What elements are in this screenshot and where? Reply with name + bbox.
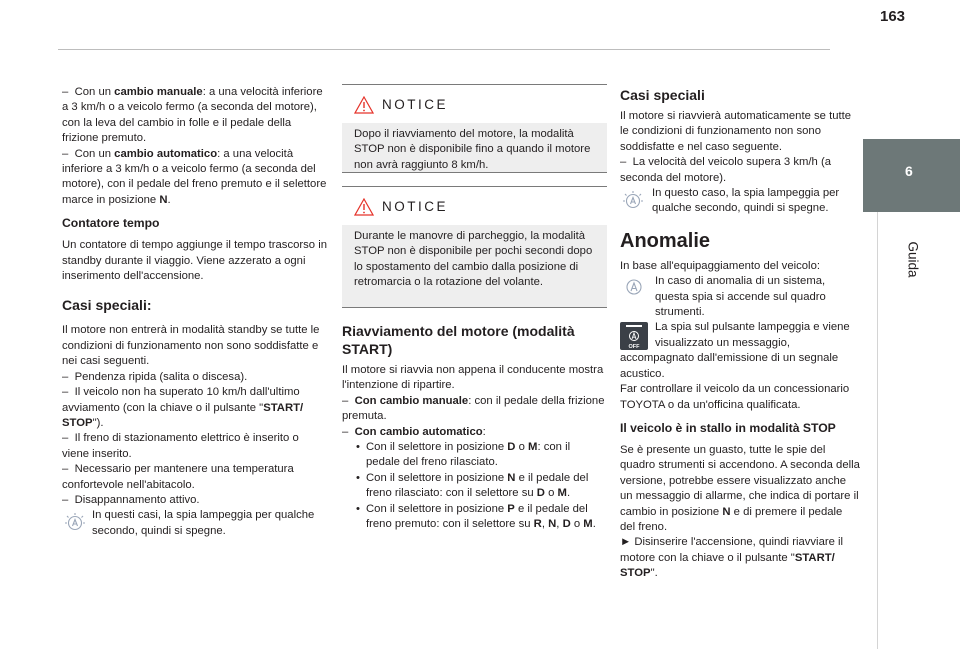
side-rule [877, 212, 878, 649]
column-3 [620, 86, 860, 582]
heading-contatore: Contatore tempo [62, 216, 160, 231]
column-1 [62, 85, 327, 539]
riavv-intro: Il motore si riavvia non appena il conducente mostra l'intenzione di ripartire. [342, 364, 604, 392]
header-rule [58, 49, 830, 50]
chapter-title-wrap [898, 241, 928, 278]
column-2-text [342, 322, 607, 532]
anomalie-icon-row-1 [620, 274, 860, 320]
casi-icon-row [62, 508, 327, 539]
anomalie-cont: accompagnato dall'emissione di un segnale acustico. [620, 352, 839, 380]
stop-start-fault-icon [622, 275, 646, 304]
casi3-icon-text: In questo caso, la spia lampeggia per qualche secondo, quindi si spegne. [652, 187, 840, 215]
contatore-text: Un contatore di tempo aggiunge il tempo trascorso in standby durante il viaggio. Viene azzerato a ogni inserimento dell'accensione. [62, 239, 327, 283]
notice-title-1: NOTICE [382, 97, 449, 112]
notice-box-1 [342, 84, 607, 173]
heading-stallo: Il veicolo è in stallo in modalità STOP [620, 420, 836, 435]
casi-intro: Il motore non entrerà in modalità standby se tutte le condizioni di funzionamento non sono soddisfatte e nei casi seguenti. [62, 324, 320, 368]
heading-anomalie: Anomalie [620, 229, 711, 252]
casi3-item-1: – La velocità del veicolo supera 3 km/h (a seconda del motore). [620, 156, 832, 184]
auto-bullets [342, 440, 607, 532]
heading-riavviamento: Riavviamento del motore (modalità START) [342, 323, 575, 357]
auto-bullet-1: • Con il selettore in posizione D o M: con il pedale del freno rilasciato. [354, 440, 607, 471]
warning-triangle-icon [354, 198, 374, 216]
casi-item-1: – Pendenza ripida (salita o discesa). [62, 370, 248, 383]
chapter-number: 6 [905, 163, 913, 179]
anomalie-icon2-text: La spia sul pulsante lampeggia e viene visualizzato un messaggio, [655, 321, 850, 349]
off-label: OFF [628, 344, 640, 351]
notice-box-2 [342, 186, 607, 308]
chapter-tab [863, 139, 960, 212]
stop-start-flashing-icon [620, 187, 646, 218]
anomalie-dealer: Far controllare il veicolo da un concessionario TOYOTA o da un'officina qualificata. [620, 383, 850, 411]
manual-gearbox-paragraph: – Con un cambio manuale: a una velocità inferiore a 3 km/h o a veicolo fermo (a seconda del motore), con la leva del cambio in folle e il pedale della frizione premuto. [62, 86, 323, 145]
anomalie-icon-row-2 [620, 320, 860, 351]
notice-title-2: NOTICE [382, 199, 449, 214]
notice-header-2 [342, 187, 607, 225]
chapter-title: Guida [905, 241, 921, 278]
stallo-action: ► Disinserire l'accensione, quindi riavviare il motore con la chiave o il pulsante "START/ STOP". [620, 536, 844, 580]
notice-text-2: Durante le manovre di parcheggio, la modalità STOP non è disponibile per pochi secondi dopo lo spostamento del cambio dalla posizione di retromarcia o la rotazione del volante. [354, 230, 593, 289]
warning-triangle-icon [354, 96, 374, 114]
riavv-auto: – Con cambio automatico: [342, 425, 486, 438]
casi3-intro: Il motore si riavvierà automaticamente se tutte le condizioni di funzionamento non sono soddisfatte e nel caso seguente. [620, 110, 852, 153]
heading-casi-speciali-3: Casi speciali [620, 87, 705, 103]
casi-item-5: – Disappannamento attivo. [62, 493, 200, 506]
casi-item-2: – Il veicolo non ha superato 10 km/h dall'ultimo avviamento (con la chiave o il pulsante "START/ STOP"). [62, 386, 304, 429]
riavv-manual: – Con cambio manuale: con il pedale della frizione premuta. [342, 394, 605, 423]
stallo-text: Se è presente un guasto, tutte le spie del quadro strumenti si accendono. A seconda della versione, potrebbe essere visualizzato anche un messaggio di allarme, che indica di portare il cambio in posizione N e di premere il pedale del freno. [620, 443, 860, 533]
notice-header-1 [342, 85, 607, 123]
stop-start-off-button-icon [620, 322, 648, 355]
casi3-icon-row [620, 186, 860, 217]
anomalie-icon1-text: In caso di anomalia di un sistema, questa spia si accende sul quadro strumenti. [655, 275, 826, 319]
casi-item-4: – Necessario per mantenere una temperatura confortevole nell'abitacolo. [62, 463, 294, 491]
heading-casi-speciali: Casi speciali: [62, 297, 152, 314]
stop-start-flashing-icon [62, 509, 88, 540]
notice-text-1: Dopo il riavviamento del motore, la modalità STOP non è disponibile fino a quando il motore non avrà raggiunto 8 km/h. [354, 128, 591, 171]
casi-item-3: – Il freno di stazionamento elettrico è inserito o viene inserito. [62, 432, 299, 460]
auto-bullet-3: • Con il selettore in posizione P e il pedale del freno premuto: con il selettore su R, N, D o M. [354, 502, 607, 533]
auto-bullet-2: • Con il selettore in posizione N e il pedale del freno rilasciato: con il selettore su D o M. [354, 471, 607, 502]
page-number: 163 [880, 8, 906, 25]
anomalie-intro: In base all'equipaggiamento del veicolo: [620, 259, 820, 272]
auto-gearbox-paragraph: – Con un cambio automatico: a una velocità inferiore a 3 km/h o a veicolo fermo (a seconda del motore), con il pedale del freno premuto e il selettore marce in posizione N. [62, 147, 327, 206]
casi-icon-text: In questi casi, la spia lampeggia per qualche secondo, quindi si spegne. [92, 509, 315, 537]
